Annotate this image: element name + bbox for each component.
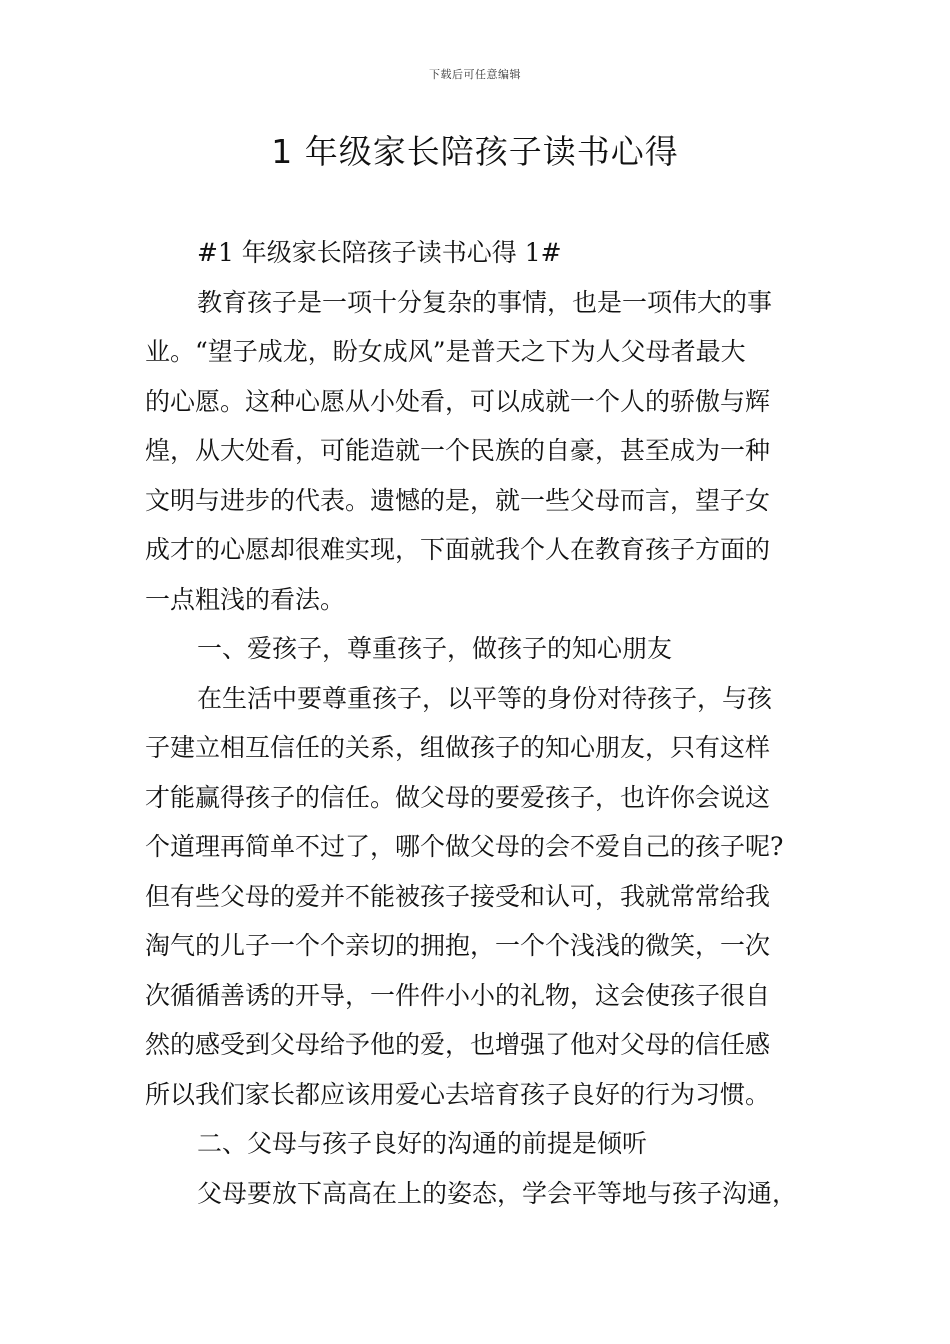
body-line: 文明与进步的代表。遗憾的是，就一些父母而言，望子女 (145, 485, 771, 515)
body-line: 在生活中要尊重孩子，以平等的身份对待孩子，与孩 (197, 683, 773, 713)
body-line: 然的感受到父母给予他的爱，也增强了他对父母的信任感 (145, 1030, 771, 1059)
body-line: 所以我们家长都应该用爱心去培育孩子良好的行为习惯。 (145, 1079, 771, 1109)
body-line: 煌，从大处看，可能造就一个民族的自豪，甚至成为一种 (145, 436, 771, 465)
section-heading: 一、爱孩子，尊重孩子，做孩子的知心朋友 (197, 634, 673, 663)
body-line: #1 年级家长陪孩子读书心得 1# (197, 238, 562, 267)
body-line: 的心愿。这种心愿从小处看，可以成就一个人的骄傲与辉 (145, 386, 771, 416)
body-line: 业。“望子成龙，盼女成风”是普天之下为人父母者最大 (145, 337, 746, 366)
document-body (145, 228, 810, 1218)
body-line: 一点粗浅的看法。 (145, 584, 346, 614)
body-line: 子建立相互信任的关系，组做孩子的知心朋友，只有这样 (145, 733, 771, 762)
document-title: 1 年级家长陪孩子读书心得 (271, 132, 679, 171)
body-line: 淘气的儿子一个个亲切的拥抱，一个个浅浅的微笑，一次 (145, 931, 771, 960)
body-line: 个道理再简单不过了，哪个做父母的会不爱自己的孩子呢? (145, 832, 784, 861)
body-line: 但有些父母的爱并不能被孩子接受和认可，我就常常给我 (145, 881, 771, 911)
body-line: 成才的心愿却很难实现，下面就我个人在教育孩子方面的 (145, 535, 771, 564)
section-heading: 二、父母与孩子良好的沟通的前提是倾听 (197, 1129, 648, 1158)
body-line: 父母要放下高高在上的姿态，学会平等地与孩子沟通， (197, 1178, 798, 1208)
body-line: 教育孩子是一项十分复杂的事情，也是一项伟大的事 (197, 287, 773, 317)
body-line: 才能赢得孩子的信任。做父母的要爱孩子，也许你会说这 (145, 782, 771, 812)
header-note: 下载后可任意编辑 (429, 68, 521, 81)
body-line: 次循循善诱的开导，一件件小小的礼物，这会使孩子很自 (145, 980, 771, 1010)
